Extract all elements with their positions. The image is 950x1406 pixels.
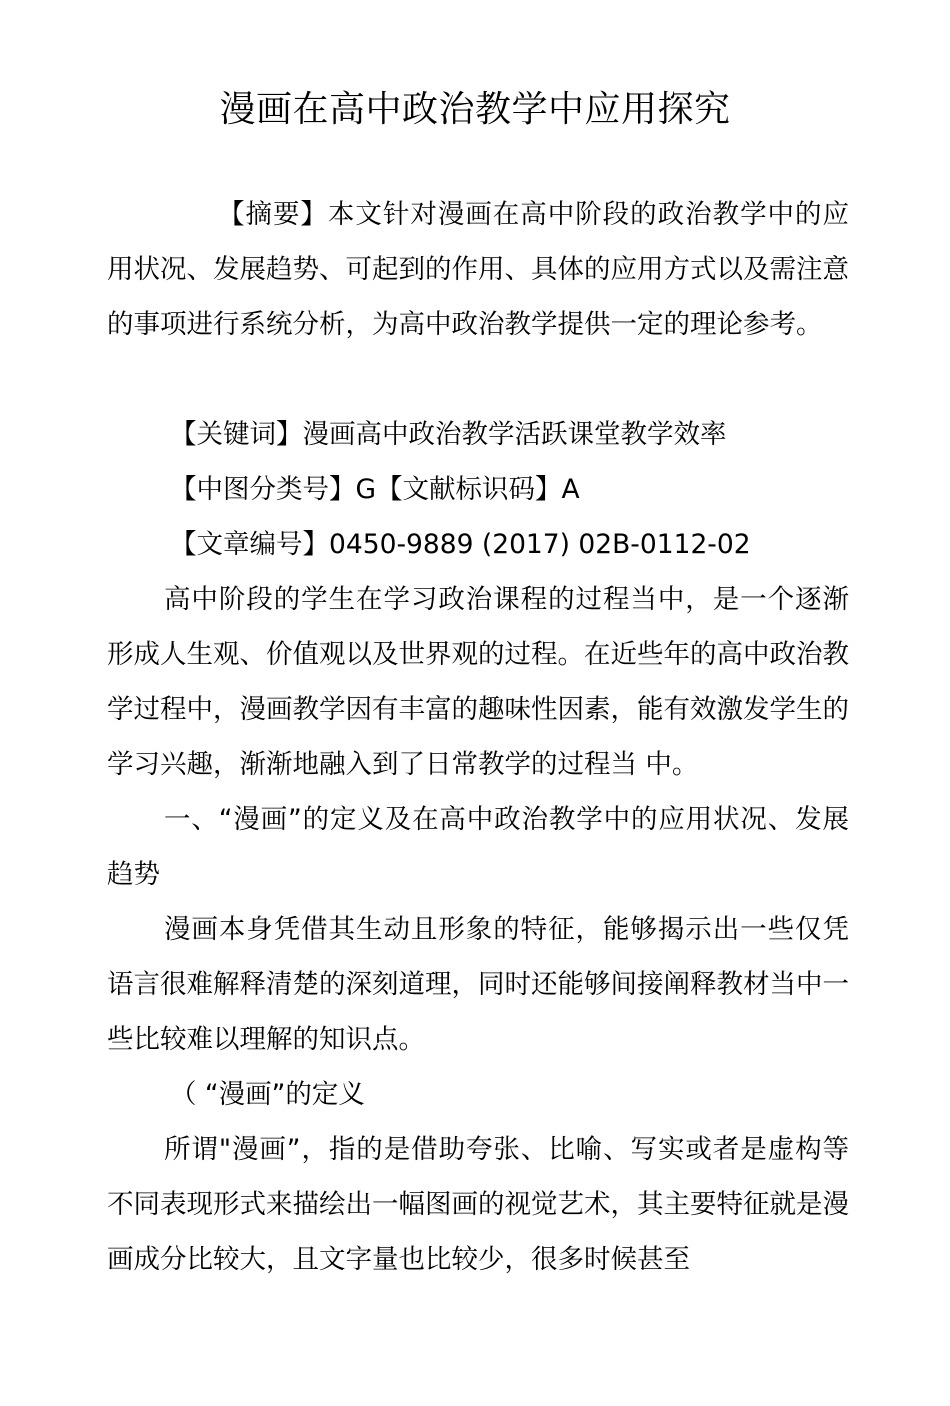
keywords-line: 【关键词】漫画高中政治教学活跃课堂教学效率	[170, 419, 727, 450]
section-paragraph: 漫画本身凭借其生动且形象的特征，能够揭示出一些仅凭语言很难解释清楚的深刻道理，同时还能够间接阐释教材当中一些比较难以理解的知识点。	[107, 914, 849, 1055]
subsection-paragraph: 所谓"漫画”，指的是借助夸张、比喻、写实或者是虚构等不同表现形式来描绘出一幅图画的视觉艺术，其主要特征就是漫画成分比较大，且文字量也比较少，很多时候甚至	[107, 1134, 849, 1275]
article-number-line: 【文章编号】0450-9889 (2017) 02B-0112-02	[170, 529, 751, 560]
page-title: 漫画在高中政治教学中应用探究	[219, 89, 731, 130]
abstract-paragraph: 【摘要】本文针对漫画在高中阶段的政治教学中的应用状况、发展趋势、可起到的作用、具体的应用方式以及需注意的事项进行系统分析，为高中政治教学提供一定的理论参考。	[107, 199, 849, 340]
intro-paragraph: 高中阶段的学生在学习政治课程的过程当中，是一个逐渐形成人生观、价值观以及世界观的过程。在近些年的高中政治教学过程中，漫画教学因有丰富的趣味性因素，能有效激发学生的学习兴趣，渐渐地融入到了日常教学的过程当 中。	[107, 584, 849, 780]
classification-line: 【中图分类号】G【文献标识码】A	[170, 474, 580, 505]
subsection-heading: （ “漫画”的定义	[170, 1079, 365, 1110]
section-heading: 一、“漫画”的定义及在高中政治教学中的应用状况、发展趋势	[107, 804, 849, 890]
